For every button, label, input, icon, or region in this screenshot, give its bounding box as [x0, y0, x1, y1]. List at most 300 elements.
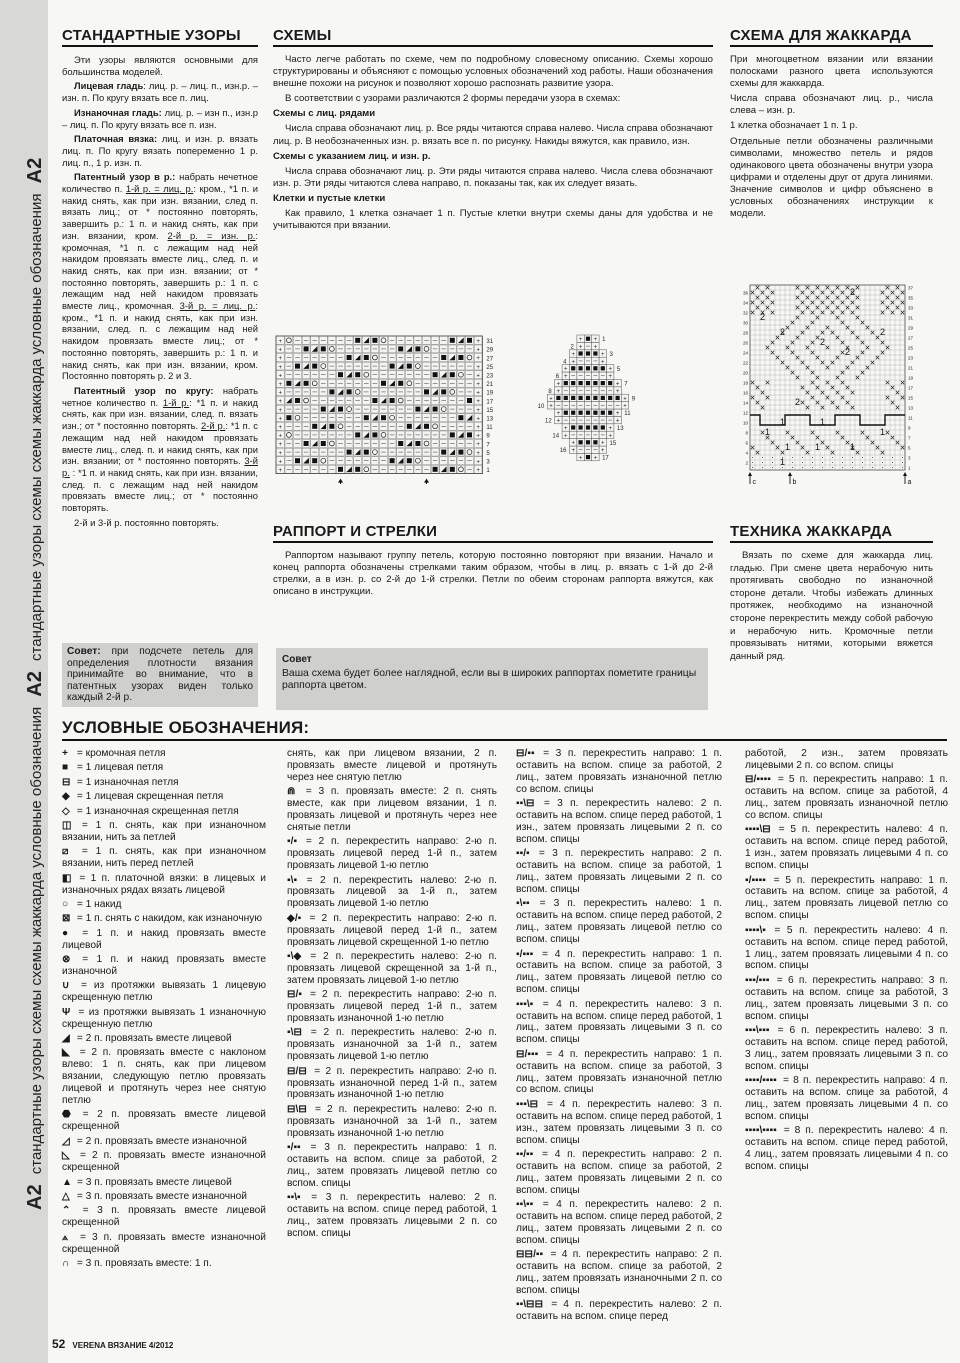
legend-item-text: = 3 п. провязать вместе лицевой скрещенной: [62, 1205, 266, 1229]
legend-item-text: = 3 п. провязать вместе лицевой: [76, 1176, 232, 1188]
knit-mark: [593, 396, 597, 400]
legend-item: [62, 980, 266, 1004]
legend-item: [287, 875, 497, 911]
knit-mark: [593, 351, 597, 355]
legend-item-text: = 2 п. перекрестить налево: 2-ю п. провязать лицевой скрещенной за 1-й п., затем провязать лицевой 1-ю петлю: [287, 951, 497, 986]
legend-header: [62, 718, 947, 741]
legend-item-text: = 1 п. и накид провязать вместе изнаночной: [62, 954, 266, 977]
legend-item-text: = 2 п. провязать вместе изнаночной скрещенной: [62, 1150, 266, 1174]
knit-mark: [295, 458, 300, 463]
dot-mark: [772, 457, 773, 458]
row-number: 9: [631, 396, 636, 403]
dot-mark: [772, 462, 773, 463]
rapport-arrow-head: [424, 479, 429, 483]
edge-stitch-mark: +: [601, 440, 605, 447]
legend-item-text: = 1 п. и накид провязать вместе лицевой: [62, 927, 266, 951]
edge-stitch-mark: +: [476, 364, 480, 371]
stitch-symbol-icon: ▪▪▪▪\▪▪▪▪: [745, 1125, 777, 1137]
page-number: 52: [52, 1337, 66, 1351]
stitch-symbol-icon: ○: [62, 898, 69, 910]
legend-item-text: = 1 лицевая скрещенная петля: [76, 791, 224, 803]
legend-item: [745, 875, 948, 923]
knit-mark: [329, 424, 334, 429]
legend-item-text: = 2 п. перекрестить налево: 2-ю п. провязать изнаночной за 1-й п., затем провязать лицевой 1-ю петлю: [287, 1027, 497, 1063]
rapport-title: РАППОРТ И СТРЕЛКИ: [273, 523, 713, 543]
legend-item-text: = 3 п. перекрестить налево: 1 п. оставить на вспом. спице перед работой, 2 лиц., затем провязать лицевой петлю со вспом. спицы: [516, 898, 722, 946]
dot-mark: [902, 457, 903, 458]
stitch-symbol-icon: ▪▪\⊟⊟: [516, 1299, 544, 1311]
technique-section: [730, 523, 933, 666]
row-number: 30: [742, 320, 748, 326]
row-number: 32: [742, 310, 748, 316]
knit-mark: [433, 467, 438, 472]
edge-stitch-mark: +: [278, 339, 283, 345]
legend-item-text: = 4 п. перекрестить налево: 2 п. оставить на вспом. спице перед работой, 2 лиц., затем провязать лицевыми 2 п. со вспом. спицы: [516, 1199, 722, 1246]
row-number: 4: [563, 359, 567, 366]
knit-mark: [390, 458, 395, 463]
sidebar-topics-2: стандартные узоры схемы схемы жаккарда условные обозначения: [28, 193, 45, 661]
knit-mark: [601, 425, 605, 429]
row-number: 25: [908, 345, 914, 351]
edge-stitch-mark: +: [476, 407, 480, 414]
color-number-mark: 1: [815, 442, 821, 452]
legend-item: [62, 899, 266, 911]
legend-item-text: = 2 п. перекрестить направо: 2-ю п. провязать изнаночной перед 1-й п., затем провязать изнаночной 1-ю петлю: [287, 1065, 497, 1101]
stitch-symbol-icon: ⊟/▪▪: [516, 748, 535, 759]
legend-item-text: = 1 изнаночная петля: [76, 776, 179, 788]
dot-mark: [882, 467, 883, 468]
row-number: 29: [908, 325, 914, 331]
row-number: 5: [908, 445, 911, 451]
dot-mark: [892, 467, 893, 468]
legend-item: [62, 762, 266, 774]
knit-mark: [579, 381, 583, 385]
row-number: 27: [908, 335, 914, 341]
stitch-symbol-icon: ▪▪▪▪\▪: [745, 924, 766, 936]
knit-mark: [593, 381, 597, 385]
knit-mark: [321, 346, 326, 351]
rapport-arrow-head: [788, 472, 792, 476]
stitch-symbol-icon: ■: [62, 762, 69, 774]
row-number: 15: [609, 440, 617, 447]
jacquard-scheme-title: СХЕМА ДЛЯ ЖАККАРДА: [730, 27, 933, 47]
edge-stitch-mark: +: [601, 351, 605, 358]
edge-stitch-mark: +: [476, 450, 480, 457]
legend-item-text: = 1 изнаночная скрещенная петля: [76, 805, 239, 817]
schemes-section: [273, 27, 713, 235]
edge-stitch-mark: +: [578, 455, 583, 462]
legend-item-text: = из протяжки вывязать 1 лицевую скрещенную петлю: [62, 980, 266, 1004]
knit-mark: [450, 467, 455, 472]
knit-mark: [381, 381, 386, 386]
legend-item-text: = 2 п. перекрестить направо: 2-ю п. провязать лицевой перед 1-й п., затем провязать лицевой 1-ю петлю: [287, 836, 497, 872]
knit-mark: [467, 398, 472, 403]
dot-mark: [822, 457, 823, 458]
row-number: 8: [548, 389, 552, 395]
legend-item-text: = 2 п. провязать вместе лицевой: [76, 1033, 232, 1045]
stitch-symbol-icon: ⧄: [62, 846, 69, 858]
edge-stitch-mark: +: [564, 433, 568, 440]
knit-mark: [433, 407, 438, 412]
knit-mark: [441, 450, 446, 455]
legend-item: [516, 1299, 722, 1323]
standard-tip-box: [62, 643, 258, 707]
row-number: 22: [742, 360, 748, 366]
stitch-symbol-icon: ◿: [62, 1135, 70, 1147]
knit-mark: [424, 389, 429, 394]
row-number: 26: [742, 340, 748, 346]
stitch-symbol-icon: ◧: [62, 872, 72, 884]
edge-stitch-mark: +: [476, 390, 480, 397]
legend-item: [516, 1049, 722, 1097]
legend-item-text: = 1 п. платочной вязки: в лицевых и изнаночных рядах вязать лицевой: [62, 872, 266, 896]
schemes-p2: В соответствии с узорами различаются 2 формы передачи узора в схемах:: [285, 93, 621, 105]
stitch-symbol-icon: ⬣: [62, 1109, 71, 1121]
sidebar: [0, 0, 48, 1363]
knit-mark: [338, 467, 343, 472]
stitch-symbol-icon: ▪▪▪/▪▪▪: [745, 974, 770, 986]
knit-mark: [372, 398, 377, 403]
knit-mark: [608, 381, 612, 385]
edge-stitch-mark: +: [476, 416, 480, 423]
legend-item-text: = 3 п. провязать вместе: 1 п.: [76, 1257, 212, 1269]
legend-item: [745, 774, 948, 822]
knit-mark: [304, 346, 309, 351]
knit-mark: [321, 441, 326, 446]
stitch-symbol-icon: ⊟/▪▪▪▪: [745, 774, 771, 786]
legend-item: [62, 954, 266, 978]
row-number: 7: [486, 442, 490, 449]
legend-item: [516, 999, 722, 1047]
dot-mark: [892, 457, 893, 458]
row-number: 15: [908, 395, 914, 401]
color-number-mark: 1: [820, 417, 826, 427]
color-number-mark: 2: [820, 337, 826, 347]
edge-stitch-mark: +: [593, 344, 598, 351]
row-number: 9: [908, 425, 911, 431]
stitch-symbol-icon: ▪▪▪▪\⊟: [745, 824, 771, 836]
edge-stitch-mark: +: [556, 388, 561, 395]
knit-mark: [415, 407, 420, 412]
legend-item: [287, 836, 497, 872]
edge-stitch-mark: +: [608, 425, 612, 432]
legend-item: [62, 820, 266, 844]
dot-mark: [782, 467, 783, 468]
knit-mark: [286, 381, 291, 386]
dot-mark: [802, 457, 803, 458]
legend-item-text: = 4 п. перекрестить направо: 1 п. оставить на вспом. спице за работой, 3 лиц., затем провязать лицевой петлю со вспом. спицы: [516, 948, 722, 996]
knit-mark: [347, 389, 352, 394]
row-number: 24: [742, 350, 748, 356]
knit-mark: [415, 441, 420, 446]
row-number: 17: [602, 455, 609, 462]
legend-item-text: = 5 п. перекрестить направо: 1 п. оставить на вспом. спице за работой, 4 лиц., затем провязать лицевой петлю со вспом. спицы: [745, 874, 948, 922]
row-number: 33: [908, 305, 914, 311]
legend-item: [745, 1075, 948, 1123]
legend-item-text: = 3 п. провязать вместе изнаночной скрещенной: [62, 1231, 266, 1255]
legend-item-text: = 1 п. снять с накидом, как изнаночную: [76, 913, 262, 925]
knit-mark: [571, 366, 575, 370]
arrow-label: a: [907, 479, 912, 486]
jacquard-chart: [738, 283, 920, 505]
stitch-symbol-icon: ⋒: [287, 786, 296, 798]
knitting-chart-rectangular: [274, 334, 498, 484]
edge-stitch-mark: +: [571, 359, 575, 366]
legend-item: [62, 1109, 266, 1133]
legend-item: [745, 748, 948, 772]
legend-item: [287, 748, 497, 784]
row-number: 23: [908, 355, 914, 361]
edge-stitch-mark: +: [549, 396, 553, 403]
row-number: 27: [486, 356, 494, 363]
technique-p1: Вязать по схеме для жаккарда лиц. гладью. При смене цвета нерабочую нить протягивать свободно по изнаночной стороне детали. Чтобы избежать длинных протяжек, необходимо на изнаночной стороне перекрестить между собой рабочую и нерабочую нить. Кромочные петли провязывать нитями, которыми вяжется данный ряд.: [730, 550, 933, 662]
dot-mark: [752, 462, 753, 463]
knit-mark: [355, 432, 360, 437]
dot-mark: [792, 467, 793, 468]
row-number: 37: [908, 285, 914, 291]
dot-mark: [822, 467, 823, 468]
edge-stitch-mark: +: [476, 399, 480, 406]
color-number-mark: 2: [850, 287, 856, 297]
stitch-symbol-icon: ▪▪\▪▪: [516, 1199, 534, 1211]
row-number: 31: [908, 315, 914, 321]
rapport-arrow-head: [748, 472, 752, 476]
jacquard-p3: 1 клетка обозначает 1 п. 1 р.: [730, 120, 858, 132]
row-number: 11: [486, 425, 493, 432]
row-number: 36: [742, 290, 748, 296]
standard-tip: Совет: при подсчете петель для определения плотности вязания принимайте во внимание, что в патентных узорах виден только каждый 2-й р.: [67, 646, 253, 704]
knit-mark: [608, 396, 612, 400]
knit-mark: [372, 338, 377, 343]
legend-item-text: работой, 2 изн., затем провязать лицевыми 2 п. со вспом. спицы: [745, 748, 948, 771]
legend-item: [62, 1232, 266, 1256]
edge-stitch-mark: +: [278, 364, 283, 371]
color-number-mark: 1: [785, 442, 791, 452]
legend-item: [62, 777, 266, 789]
row-number: 25: [486, 364, 494, 371]
knit-mark: [601, 381, 605, 385]
stitch-symbol-icon: ▪▪/▪: [516, 848, 530, 860]
legend-item: [62, 1007, 266, 1031]
row-number: 7: [624, 381, 628, 388]
knit-mark: [364, 450, 369, 455]
stitch-symbol-icon: ▪▪\⊟: [516, 798, 535, 810]
legend-item: [62, 806, 266, 818]
row-number: 20: [742, 370, 748, 376]
stitch-symbol-icon: ▪/▪▪: [287, 1142, 301, 1154]
dot-mark: [752, 457, 753, 458]
row-number: 4: [745, 450, 748, 456]
legend-column-1: [62, 748, 266, 1272]
dot-mark: [762, 457, 763, 458]
knit-mark: [364, 355, 369, 360]
row-number: 35: [908, 295, 914, 301]
stitch-symbol-icon: ◇: [62, 805, 70, 817]
rapport-tip-box: [276, 648, 708, 710]
knit-mark: [304, 381, 309, 386]
stitch-symbol-icon: ▪/▪: [287, 836, 298, 848]
edge-stitch-mark: +: [278, 407, 283, 414]
row-number: 11: [908, 415, 913, 421]
knit-mark: [355, 372, 360, 377]
legend-item-text: = 8 п. перекрестить налево: 4 п. оставить на вспом. спице перед работой, 4 лиц., затем провязать лицевыми 4 п. со вспом. спицы: [745, 1125, 948, 1172]
stitch-symbol-icon: ▪\▪▪: [516, 898, 530, 910]
legend-item: [62, 1258, 266, 1270]
edge-stitch-mark: +: [278, 468, 283, 474]
legend-item: [287, 1027, 497, 1063]
knit-mark: [450, 338, 455, 343]
edge-stitch-mark: +: [476, 382, 480, 388]
dot-mark: [792, 457, 793, 458]
legend-item-text: = 4 п. перекрестить направо: 2 п. оставить на вспом. спице за работой, 2 лиц., затем провязать изнаночными 2 п. со вспом. спицы: [516, 1249, 722, 1296]
legend-item-text: = 3 п. перекрестить направо: 1 п. оставить на вспом. спице за работой, 2 лиц., затем провязать лицевой петлю со вспом. спицы: [287, 1142, 497, 1189]
knit-mark: [608, 411, 612, 415]
edge-stitch-mark: +: [278, 373, 283, 380]
edge-stitch-mark: +: [476, 459, 480, 466]
row-number: 15: [486, 407, 494, 414]
edge-stitch-mark: +: [615, 381, 620, 388]
edge-stitch-mark: +: [601, 448, 605, 455]
edge-stitch-mark: +: [608, 366, 612, 373]
page-footer: [52, 1337, 173, 1351]
knit-mark: [424, 424, 429, 429]
row-number: 6: [555, 374, 560, 381]
knit-mark: [467, 432, 472, 437]
dot-mark: [862, 462, 863, 463]
row-number: 5: [616, 366, 621, 373]
knit-mark: [586, 396, 590, 400]
jacquard-scheme-section: [730, 27, 933, 223]
legend-item-text: = из протяжки вывязать 1 изнаночную скрещенную петлю: [62, 1006, 266, 1030]
edge-stitch-mark: +: [593, 455, 598, 462]
knit-mark: [458, 355, 463, 360]
knit-mark: [593, 366, 597, 370]
item-stockinette: Лицевая гладь: лиц. р. – лиц. п., изн.р. – изн. п. По кругу вязать все п. лиц.: [62, 80, 258, 104]
knit-mark: [364, 415, 369, 420]
color-number-mark: 1: [765, 427, 771, 437]
legend-item-text: = 3 п. перекрестить налево: 2 п. оставить на вспом. спице перед работой, 1 лиц., затем провязать лицевыми 2 п. со вспом. спицы: [287, 1192, 497, 1239]
dot-mark: [822, 462, 823, 463]
legend-item: [62, 873, 266, 897]
legend-item-text: = 2 п. провязать вместе лицевой скрещенной: [62, 1109, 266, 1133]
color-number-mark: 1: [880, 427, 886, 437]
dot-mark: [852, 467, 853, 468]
knit-mark: [338, 407, 343, 412]
knit-mark: [390, 398, 395, 403]
rapport-arrow-head: [903, 472, 907, 476]
legend-item-text: = 1 накид: [76, 898, 122, 910]
legend-item: [62, 1205, 266, 1229]
legend-item: [745, 975, 948, 1023]
rapport-section: [273, 523, 713, 601]
knit-mark: [347, 355, 352, 360]
legend-item-text: снять, как при лицевом вязании, 2 п. провязать вместе лицевой и протянуть через нее снятую петлю: [287, 748, 497, 783]
knit-mark: [295, 398, 300, 403]
dot-mark: [752, 467, 753, 468]
edge-stitch-mark: +: [476, 433, 480, 440]
color-number-mark: 1: [780, 417, 786, 427]
dot-mark: [852, 457, 853, 458]
item-patent-round: Патентный узор по кругу: набрать четное количество п. 1-й р.: *1 п. и накид снять, как при изн. вязании, след. п. вязать изн.; от * постоянно повторять. 2-й р.: *1 п. с лежащим над ней накидом провязать вместе лиц., след. п. и накид снять, как при изн. вязании; от * постоянно повторять. 3-й р. : *1 п. и накид снять, как при изн. вязании, след. п. с лежащим над ней накидом провязать вместе лиц.; от * постоянно повторять.: [62, 384, 258, 514]
stitch-symbol-icon: ⊟\⊟: [287, 1103, 307, 1115]
dot-mark: [862, 457, 863, 458]
stitch-symbol-icon: ▪/▪▪▪: [516, 948, 534, 960]
legend-item: [516, 1099, 722, 1147]
item-patent-rows: Патентный узор в р.: набрать нечетное количество п. 1-й р. = лиц. р.: кром., *1 п. и накид снять, как при изн. вязании, след п. вязать лиц.; от * постоянно повторять, завершить р.: 1 п. и накид снять, как при изн. вязании, кром. 2-й р. = изн. р.: кромочная, *1 п. с лежащим над ней накидом провязать вместе лиц., след. п. и накид снять, как при изн. вязании; от * постоянно повторять, завершить р.: 1 п. с лежащим над ней накидом провязать вместе лиц., кромочная. 3-й р. = лиц. р.: кром., *1 п. и накид снять, как при изн. вязании, след. п. с лежащим над ней накидом провязать вместе лиц.; от * постоянно повторять, завершить р.: 1 п. и накид снять, как при изн. вязании, кром. Постоянно повторять р. 2 и 3.: [62, 171, 258, 382]
row-number: 5: [486, 450, 490, 457]
legend-item-text: = 6 п. перекрестить налево: 3 п. оставить на вспом. спице перед работой, 3 лиц., затем провязать лицевыми 3 п. со вспом. спицы: [745, 1024, 948, 1072]
stitch-symbol-icon: ⊟: [62, 776, 71, 788]
row-number: 10: [538, 403, 545, 410]
edge-stitch-mark: +: [278, 390, 283, 397]
dot-mark: [842, 467, 843, 468]
knit-mark: [579, 440, 583, 444]
knitting-chart-round: [538, 332, 638, 472]
legend-item-text: = 4 п. перекрестить налево: 3 п. оставить на вспом. спице перед работой, 1 лиц., затем провязать лицевыми 3 п. со вспом. спицы: [516, 998, 722, 1046]
row-number: 19: [486, 390, 494, 397]
stitch-symbol-icon: ⊟⊟/▪▪: [516, 1249, 544, 1261]
row-number: 3: [609, 352, 613, 358]
legend-item-text: = 2 п. провязать вместе изнаночной: [76, 1135, 247, 1147]
knit-mark: [286, 415, 291, 420]
row-number: 28: [742, 330, 748, 336]
row-number: 2: [570, 344, 574, 351]
legend-item: [287, 951, 497, 987]
legend-item: [516, 949, 722, 997]
knit-mark: [616, 396, 620, 400]
edge-stitch-mark: +: [278, 356, 283, 363]
schemes-p3: Числа справа обозначают лиц. р. Все ряды читаются справа налево. Числа справа обозначают лиц. р. В необозначенных изн. р. вязать все п. по рисунку. Накиды вяжутся, как правило, изн.: [273, 123, 713, 147]
edge-stitch-mark: +: [476, 373, 480, 380]
item-garter: Платочная вязка: лиц. и изн. р. вязать лиц. п. По кругу вязать попеременно 1 р. лиц. п., 1 р. изн. п.: [62, 133, 259, 168]
stitch-symbol-icon: ∪: [62, 980, 70, 992]
stitch-symbol-icon: ▪▪▪\⊟: [516, 1098, 539, 1110]
knit-mark: [407, 364, 412, 369]
knit-mark: [593, 425, 597, 429]
dot-mark: [832, 457, 833, 458]
row-number: 3: [486, 459, 490, 466]
rapport-arrow-head: [338, 479, 343, 483]
knit-mark: [398, 346, 403, 351]
legend-item: [62, 748, 266, 760]
legend-column-2: [287, 748, 497, 1242]
row-number: 7: [908, 435, 911, 441]
section-badge-2: A2: [24, 671, 46, 697]
edge-stitch-mark: +: [278, 416, 283, 423]
stitch-symbol-icon: ∩: [62, 1257, 70, 1269]
edge-stitch-mark: +: [556, 411, 561, 418]
knit-mark: [601, 366, 605, 370]
arrow-label: b: [792, 479, 797, 486]
legend-item-text: = 8 п. перекрестить направо: 4 п. оставить на вспом. спице за работой, 4 лиц., затем провязать лицевыми 4 п. со вспом. спицы: [745, 1075, 948, 1122]
knit-mark: [601, 396, 605, 400]
row-number: 1: [486, 468, 490, 475]
legend-item: [516, 898, 722, 946]
knit-mark: [586, 337, 590, 341]
edge-stitch-mark: +: [571, 440, 575, 447]
edge-stitch-mark: +: [578, 337, 583, 344]
legend-item: [287, 786, 497, 834]
legend-item: [516, 848, 722, 896]
edge-stitch-mark: +: [564, 374, 568, 381]
stitch-symbol-icon: ▪▪/▪▪: [516, 1149, 534, 1160]
knit-mark: [571, 425, 575, 429]
legend-item: [287, 1104, 497, 1140]
schemes-subtitle-1: Схемы с лиц. рядами: [273, 108, 376, 120]
knit-mark: [398, 441, 403, 446]
legend-item-text: = кромочная петля: [76, 748, 166, 759]
dot-mark: [792, 462, 793, 463]
